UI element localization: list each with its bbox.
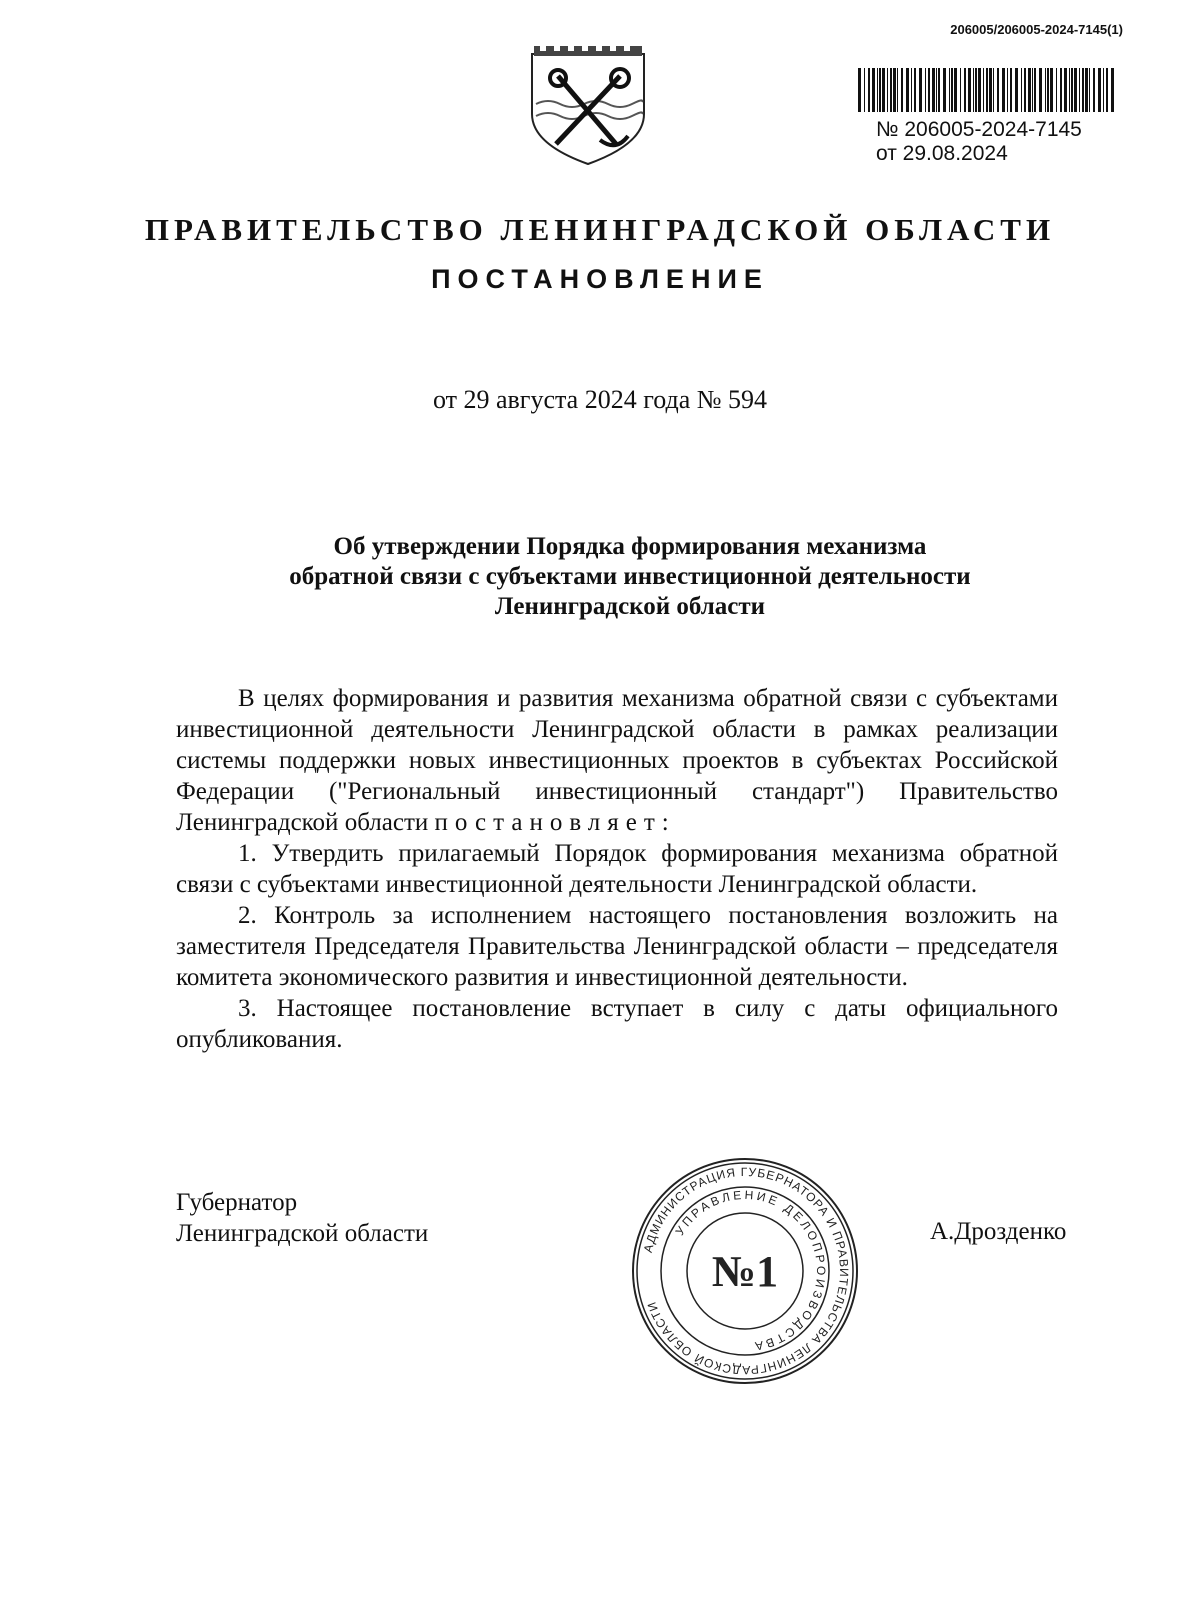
barcode-bar xyxy=(960,68,961,112)
signatory-position-line-1: Губернатор xyxy=(176,1189,298,1216)
barcode-bar xyxy=(868,68,870,112)
barcode-bar xyxy=(1021,68,1022,112)
barcode-bar xyxy=(1045,68,1046,112)
registration-date: от 29.08.2024 xyxy=(876,142,1008,165)
barcode-bar xyxy=(968,68,971,112)
barcode-bar xyxy=(949,68,950,112)
barcode-bar xyxy=(975,68,977,112)
barcode-bar xyxy=(925,68,926,112)
barcode-bar xyxy=(938,68,940,112)
barcode-bar xyxy=(882,68,885,112)
seal-center-text: №1 xyxy=(711,1247,779,1296)
barcode-bar xyxy=(1056,68,1057,112)
barcode-bar xyxy=(901,68,903,112)
barcode-bar xyxy=(1089,68,1090,112)
official-seal-icon xyxy=(630,1156,860,1386)
leningrad-oblast-coat-of-arms-icon xyxy=(528,44,648,166)
barcode-bar xyxy=(1069,68,1070,112)
barcode-bar xyxy=(893,68,896,112)
item-2: 2. Контроль за исполнением настоящего постановления возложить на заместителя Председателя Правительства Ленинградской области – председателя комитета экономического развития и инвестиционной деятельности. xyxy=(176,902,1058,991)
barcode-bar xyxy=(1015,68,1018,112)
barcode-bar xyxy=(1010,68,1012,112)
document-subject xyxy=(200,532,1060,622)
barcode-bar xyxy=(954,68,957,112)
item-3: 3. Настоящее постановление вступает в силу с даты официального опубликования. xyxy=(176,995,1058,1053)
signatory-name: А.Дрозденко xyxy=(930,1218,1067,1245)
barcode-bar xyxy=(989,68,992,112)
signatory-position xyxy=(176,1187,428,1249)
barcode-bar xyxy=(877,68,878,112)
barcode-bar xyxy=(951,68,953,112)
barcode-bar xyxy=(914,68,916,112)
seal-outer-text: АДМИНИСТРАЦИЯ ГУБЕРНАТОРА И ПРАВИТЕЛЬСТВА ЛЕНИНГРАДСКОЙ ОБЛАСТИ xyxy=(640,1164,852,1378)
barcode-bar xyxy=(879,68,881,112)
barcode-bar xyxy=(1047,68,1049,112)
barcode-bar xyxy=(1039,68,1042,112)
government-title: ПРАВИТЕЛЬСТВО ЛЕНИНГРАДСКОЙ ОБЛАСТИ xyxy=(144,212,1056,247)
barcode-bar xyxy=(1082,68,1084,112)
subject-line-2: обратной связи с субъектами инвестиционной деятельности xyxy=(289,563,971,590)
decree-word: постановляет: xyxy=(434,809,676,836)
registration-block xyxy=(876,118,1082,166)
barcode-bar xyxy=(936,68,937,112)
barcode-bar xyxy=(897,68,898,112)
barcode-bar xyxy=(1085,68,1088,112)
barcode-bar xyxy=(1064,68,1067,112)
subject-line-3: Ленинградской области xyxy=(494,593,766,620)
barcode-bar xyxy=(978,68,981,112)
barcode-bar xyxy=(1103,68,1104,112)
barcode-bar xyxy=(1060,68,1062,112)
seal-inner-text: УПРАВЛЕНИЕ ДЕЛОПРОИЗВОДСТВА xyxy=(672,1187,829,1354)
barcode-bar xyxy=(1024,68,1026,112)
barcode-bar xyxy=(1028,68,1031,112)
barcode-bar xyxy=(986,68,988,112)
barcode-bar xyxy=(983,68,984,112)
document-date-number: от 29 августа 2024 года № 594 xyxy=(432,385,768,414)
barcode-bar xyxy=(1074,68,1077,112)
barcode-bar xyxy=(964,68,966,112)
barcode-bar xyxy=(858,68,861,112)
document-body xyxy=(176,683,1058,1055)
preamble-paragraph xyxy=(176,683,1058,838)
barcode-bar xyxy=(1111,68,1114,112)
barcode-icon xyxy=(858,68,1118,112)
barcode-bar xyxy=(1106,68,1108,112)
barcode-bar xyxy=(887,68,888,112)
barcode-bar xyxy=(911,68,912,112)
barcode-bar xyxy=(1002,68,1005,112)
barcode-bar xyxy=(993,68,994,112)
barcode-bar xyxy=(943,68,946,112)
barcode-bar xyxy=(928,68,930,112)
barcode-bar xyxy=(919,68,922,112)
subject-line-1: Об утверждении Порядка формирования механизма xyxy=(333,533,927,560)
barcode-bar xyxy=(973,68,974,112)
barcode-bar xyxy=(1071,68,1073,112)
barcode-bar xyxy=(932,68,935,112)
top-reference: 206005/206005-2024-7145(1) xyxy=(950,22,1123,37)
barcode-bar xyxy=(1079,68,1080,112)
barcode-bar xyxy=(1007,68,1008,112)
barcode-bar xyxy=(906,68,909,112)
barcode-bar xyxy=(890,68,892,112)
barcode-bar xyxy=(1098,68,1101,112)
signatory-position-line-2: Ленинградской области xyxy=(176,1220,429,1247)
document-type: ПОСТАНОВЛЕНИЕ xyxy=(431,264,769,294)
barcode-bar xyxy=(872,68,875,112)
preamble-text: В целях формирования и развития механизма обратной связи с субъектами инвестиционной деятельности Ленинградской области в рамках реализации системы поддержки новых инвестиционных проектов в субъектах Российской Федерации ("Региональный инвестиционный стандарт") Правительство Ленинградской области xyxy=(176,685,1058,836)
barcode-bar xyxy=(864,68,865,112)
barcode-bar xyxy=(1032,68,1033,112)
barcode-bar xyxy=(1093,68,1095,112)
barcode-bar xyxy=(997,68,999,112)
barcode-bar xyxy=(1034,68,1036,112)
barcode-bar xyxy=(1050,68,1053,112)
item-1: 1. Утвердить прилагаемый Порядок формирования механизма обратной связи с субъектами инвестиционной деятельности Ленинградской области. xyxy=(176,840,1058,898)
registration-number: № 206005-2024-7145 xyxy=(876,118,1082,141)
